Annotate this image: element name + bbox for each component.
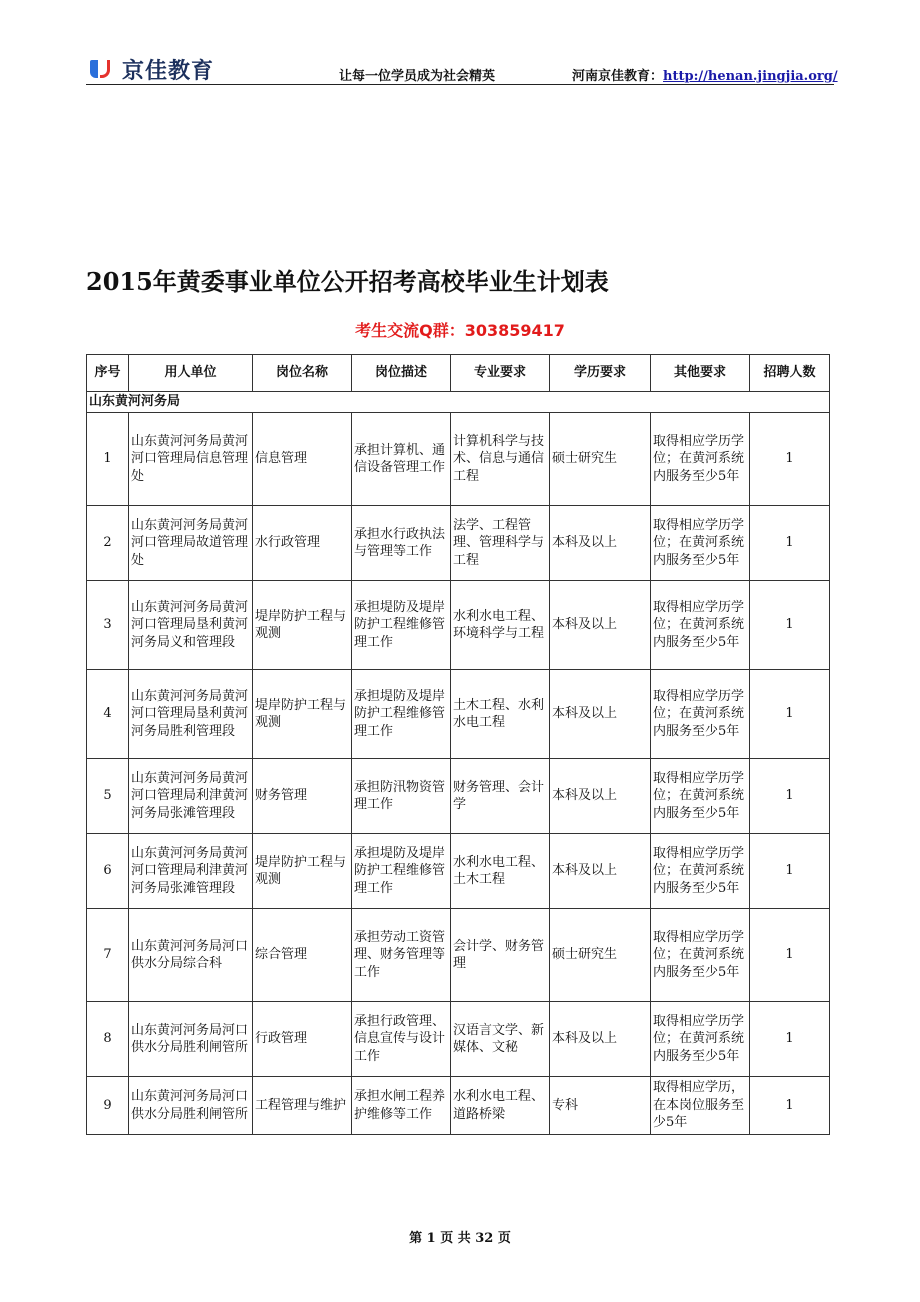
table-row (87, 1002, 830, 1077)
cell-education: 本科及以上 (550, 506, 651, 581)
cell-index: 5 (87, 759, 129, 834)
jingjia-logo (88, 54, 214, 85)
table-row (87, 581, 830, 670)
cell-position: 工程管理与维护 (253, 1077, 352, 1135)
cell-education: 硕士研究生 (550, 909, 651, 1002)
jingjia-logo-icon (88, 58, 118, 82)
cell-employer: 山东黄河河务局黄河河口管理局信息管理处 (129, 413, 253, 506)
qq-group-line: 考生交流Q群：303859417 (355, 321, 565, 340)
header-cell: 学历要求 (550, 355, 651, 392)
cell-other: 取得相应学历学位；在黄河系统内服务至少5年 (651, 759, 750, 834)
cell-employer: 山东黄河河务局河口供水分局胜利闸管所 (129, 1002, 253, 1077)
cell-index: 1 (87, 413, 129, 506)
table-row (87, 670, 830, 759)
cell-description: 承担行政管理、信息宣传与设计工作 (352, 1002, 451, 1077)
cell-employer: 山东黄河河务局黄河河口管理局垦利黄河河务局胜利管理段 (129, 670, 253, 759)
cell-major: 水利水电工程、道路桥梁 (451, 1077, 550, 1135)
group-row (87, 392, 830, 413)
header-cell: 其他要求 (651, 355, 750, 392)
header-cell: 序号 (87, 355, 129, 392)
cell-education: 本科及以上 (550, 1002, 651, 1077)
cell-count: 1 (750, 581, 830, 670)
table-row (87, 506, 830, 581)
cell-count: 1 (750, 909, 830, 1002)
cell-major: 土木工程、水利水电工程 (451, 670, 550, 759)
cell-major: 会计学、财务管理 (451, 909, 550, 1002)
cell-major: 计算机科学与技术、信息与通信工程 (451, 413, 550, 506)
cell-description: 承担水闸工程养护维修等工作 (352, 1077, 451, 1135)
cell-employer: 山东黄河河务局黄河河口管理局利津黄河河务局张滩管理段 (129, 759, 253, 834)
site-link[interactable]: http://henan.jingjia.org/ (663, 69, 838, 84)
cell-education: 本科及以上 (550, 834, 651, 909)
cell-other: 取得相应学历学位；在黄河系统内服务至少5年 (651, 581, 750, 670)
cell-index: 4 (87, 670, 129, 759)
cell-count: 1 (750, 759, 830, 834)
cell-major: 汉语言文学、新媒体、文秘 (451, 1002, 550, 1077)
header-cell: 专业要求 (451, 355, 550, 392)
header-cell: 招聘人数 (750, 355, 830, 392)
cell-employer: 山东黄河河务局河口供水分局综合科 (129, 909, 253, 1002)
cell-education: 硕士研究生 (550, 413, 651, 506)
cell-other: 取得相应学历学位；在黄河系统内服务至少5年 (651, 670, 750, 759)
cell-other: 取得相应学历学位；在黄河系统内服务至少5年 (651, 506, 750, 581)
table-row (87, 834, 830, 909)
table-row (87, 759, 830, 834)
cell-education: 专科 (550, 1077, 651, 1135)
cell-position: 财务管理 (253, 759, 352, 834)
header-site (572, 65, 838, 84)
table-row (87, 909, 830, 1002)
cell-other: 取得相应学历学位；在黄河系统内服务至少5年 (651, 413, 750, 506)
table-row (87, 413, 830, 506)
cell-other: 取得相应学历学位；在黄河系统内服务至少5年 (651, 1002, 750, 1077)
cell-description: 承担堤防及堤岸防护工程维修管理工作 (352, 834, 451, 909)
cell-index: 8 (87, 1002, 129, 1077)
cell-description: 承担水行政执法与管理等工作 (352, 506, 451, 581)
cell-index: 6 (87, 834, 129, 909)
logo-text: 京佳教育 (122, 59, 215, 84)
cell-other: 取得相应学历学位；在黄河系统内服务至少5年 (651, 909, 750, 1002)
cell-employer: 山东黄河河务局黄河河口管理局垦利黄河河务局义和管理段 (129, 581, 253, 670)
recruitment-plan-table (86, 354, 830, 1135)
cell-count: 1 (750, 670, 830, 759)
cell-position: 堤岸防护工程与观测 (253, 834, 352, 909)
cell-education: 本科及以上 (550, 581, 651, 670)
cell-index: 9 (87, 1077, 129, 1135)
cell-position: 堤岸防护工程与观测 (253, 581, 352, 670)
header-cell: 岗位描述 (352, 355, 451, 392)
cell-major: 水利水电工程、环境科学与工程 (451, 581, 550, 670)
cell-position: 信息管理 (253, 413, 352, 506)
cell-description: 承担堤防及堤岸防护工程维修管理工作 (352, 670, 451, 759)
cell-index: 3 (87, 581, 129, 670)
site-label: 河南京佳教育： (572, 69, 664, 84)
cell-major: 财务管理、会计学 (451, 759, 550, 834)
cell-major: 水利水电工程、土木工程 (451, 834, 550, 909)
cell-position: 水行政管理 (253, 506, 352, 581)
cell-other: 取得相应学历，在本岗位服务至少5年 (651, 1077, 750, 1135)
cell-description: 承担堤防及堤岸防护工程维修管理工作 (352, 581, 451, 670)
cell-description: 承担劳动工资管理、财务管理等工作 (352, 909, 451, 1002)
table-header-row (87, 355, 830, 392)
cell-count: 1 (750, 506, 830, 581)
cell-description: 承担计算机、通信设备管理工作 (352, 413, 451, 506)
cell-description: 承担防汛物资管理工作 (352, 759, 451, 834)
cell-employer: 山东黄河河务局黄河河口管理局利津黄河河务局张滩管理段 (129, 834, 253, 909)
cell-major: 法学、工程管理、管理科学与工程 (451, 506, 550, 581)
cell-other: 取得相应学历学位；在黄河系统内服务至少5年 (651, 834, 750, 909)
cell-position: 综合管理 (253, 909, 352, 1002)
cell-education: 本科及以上 (550, 670, 651, 759)
cell-position: 堤岸防护工程与观测 (253, 670, 352, 759)
cell-education: 本科及以上 (550, 759, 651, 834)
cell-employer: 山东黄河河务局黄河河口管理局故道管理处 (129, 506, 253, 581)
cell-index: 2 (87, 506, 129, 581)
header-cell: 岗位名称 (253, 355, 352, 392)
document-title: 2015年黄委事业单位公开招考高校毕业生计划表 (86, 267, 609, 296)
cell-index: 7 (87, 909, 129, 1002)
cell-position: 行政管理 (253, 1002, 352, 1077)
cell-count: 1 (750, 1077, 830, 1135)
cell-count: 1 (750, 413, 830, 506)
page-header (86, 52, 838, 85)
table-row (87, 1077, 830, 1135)
group-label: 山东黄河河务局 (87, 392, 830, 413)
cell-employer: 山东黄河河务局河口供水分局胜利闸管所 (129, 1077, 253, 1135)
header-cell: 用人单位 (129, 355, 253, 392)
header-slogan: 让每一位学员成为社会精英 (339, 69, 496, 84)
cell-count: 1 (750, 1002, 830, 1077)
page-footer: 第 1 页 共 32 页 (409, 1231, 511, 1246)
cell-count: 1 (750, 834, 830, 909)
